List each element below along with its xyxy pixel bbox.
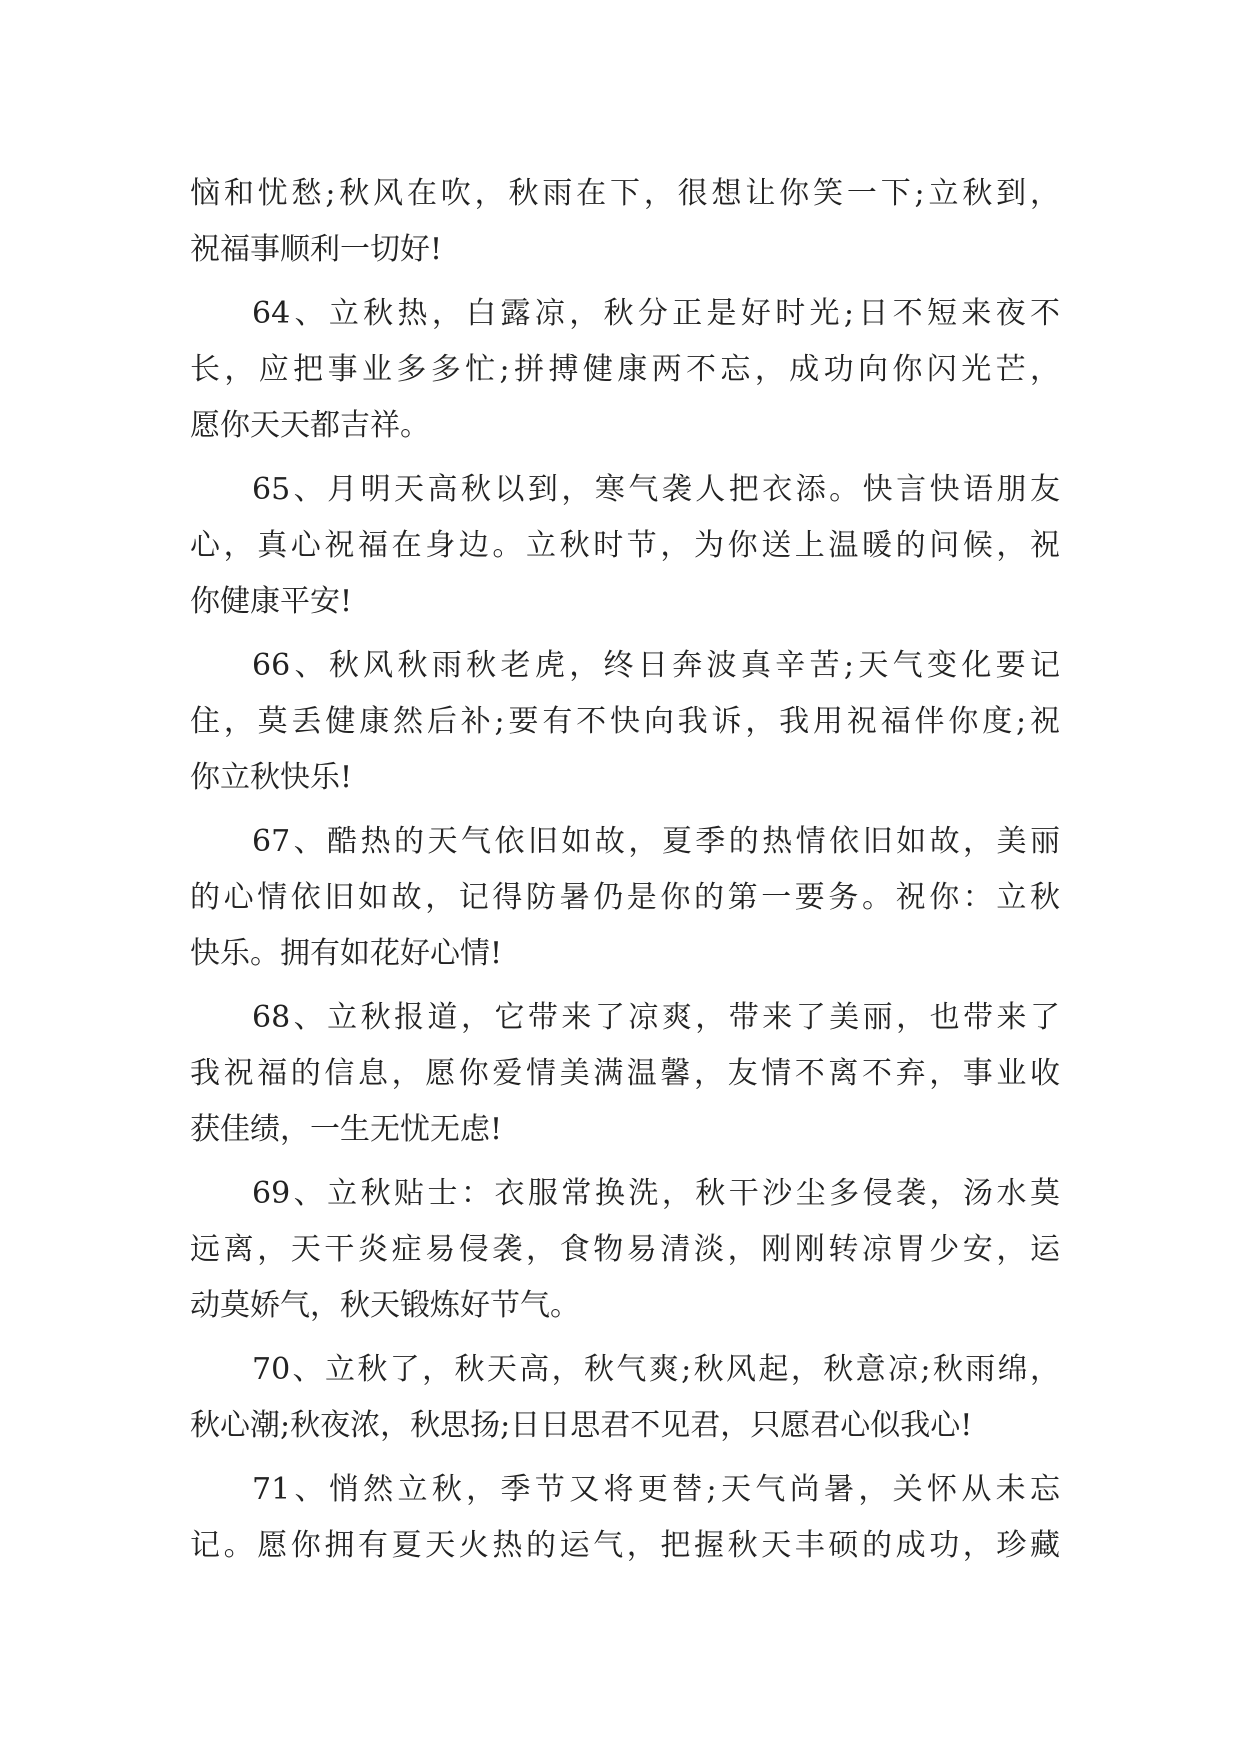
text-line: 66、秋风秋雨秋老虎，终日奔波真辛苦;天气变化要记 xyxy=(252,648,1060,683)
text-line: 心，真心祝福在身边。立秋时节，为你送上温暖的问候，祝 xyxy=(190,528,1060,563)
paragraph xyxy=(190,638,1060,806)
paragraph xyxy=(190,1462,1060,1574)
text-line: 71、悄然立秋，季节又将更替;天气尚暑，关怀从未忘 xyxy=(252,1472,1060,1507)
paragraph xyxy=(190,462,1060,630)
text-line: 获佳绩，一生无忧无虑! xyxy=(190,1112,503,1147)
text-line: 的心情依旧如故，记得防暑仍是你的第一要务。祝你：立秋 xyxy=(190,880,1060,915)
paragraph xyxy=(190,1342,1060,1454)
text-line: 远离，天干炎症易侵袭，食物易清淡，刚刚转凉胃少安，运 xyxy=(190,1232,1060,1267)
text-line: 记。愿你拥有夏天火热的运气，把握秋天丰硕的成功，珍藏 xyxy=(190,1528,1060,1563)
text-line: 68、立秋报道，它带来了凉爽，带来了美丽，也带来了 xyxy=(252,1000,1060,1035)
text-line: 祝福事顺利一切好! xyxy=(190,232,443,267)
text-line: 67、酷热的天气依旧如故，夏季的热情依旧如故，美丽 xyxy=(252,824,1060,859)
text-line: 64、立秋热，白露凉，秋分正是好时光;日不短来夜不 xyxy=(252,296,1060,331)
text-line: 快乐。拥有如花好心情! xyxy=(190,936,503,971)
text-line: 我祝福的信息，愿你爱情美满温馨，友情不离不弃，事业收 xyxy=(190,1056,1060,1091)
document-body xyxy=(190,166,1060,1582)
text-line: 长，应把事业多多忙;拼搏健康两不忘，成功向你闪光芒， xyxy=(190,352,1060,387)
text-line: 69、立秋贴士：衣服常换洗，秋干沙尘多侵袭，汤水莫 xyxy=(252,1176,1060,1211)
paragraph xyxy=(190,286,1060,454)
paragraph xyxy=(190,166,1060,278)
text-line: 愿你天天都吉祥。 xyxy=(190,408,430,443)
text-line: 你健康平安! xyxy=(190,584,353,619)
paragraph xyxy=(190,990,1060,1158)
text-line: 秋心潮;秋夜浓，秋思扬;日日思君不见君，只愿君心似我心! xyxy=(190,1408,973,1443)
text-line: 住，莫丢健康然后补;要有不快向我诉，我用祝福伴你度;祝 xyxy=(190,704,1060,739)
text-line: 恼和忧愁;秋风在吹，秋雨在下，很想让你笑一下;立秋到， xyxy=(190,176,1060,211)
text-line: 70、立秋了，秋天高，秋气爽;秋风起，秋意凉;秋雨绵， xyxy=(252,1352,1060,1387)
paragraph xyxy=(190,814,1060,982)
text-line: 65、月明天高秋以到，寒气袭人把衣添。快言快语朋友 xyxy=(252,472,1060,507)
text-line: 动莫娇气，秋天锻炼好节气。 xyxy=(190,1288,580,1323)
text-line: 你立秋快乐! xyxy=(190,760,353,795)
paragraph xyxy=(190,1166,1060,1334)
